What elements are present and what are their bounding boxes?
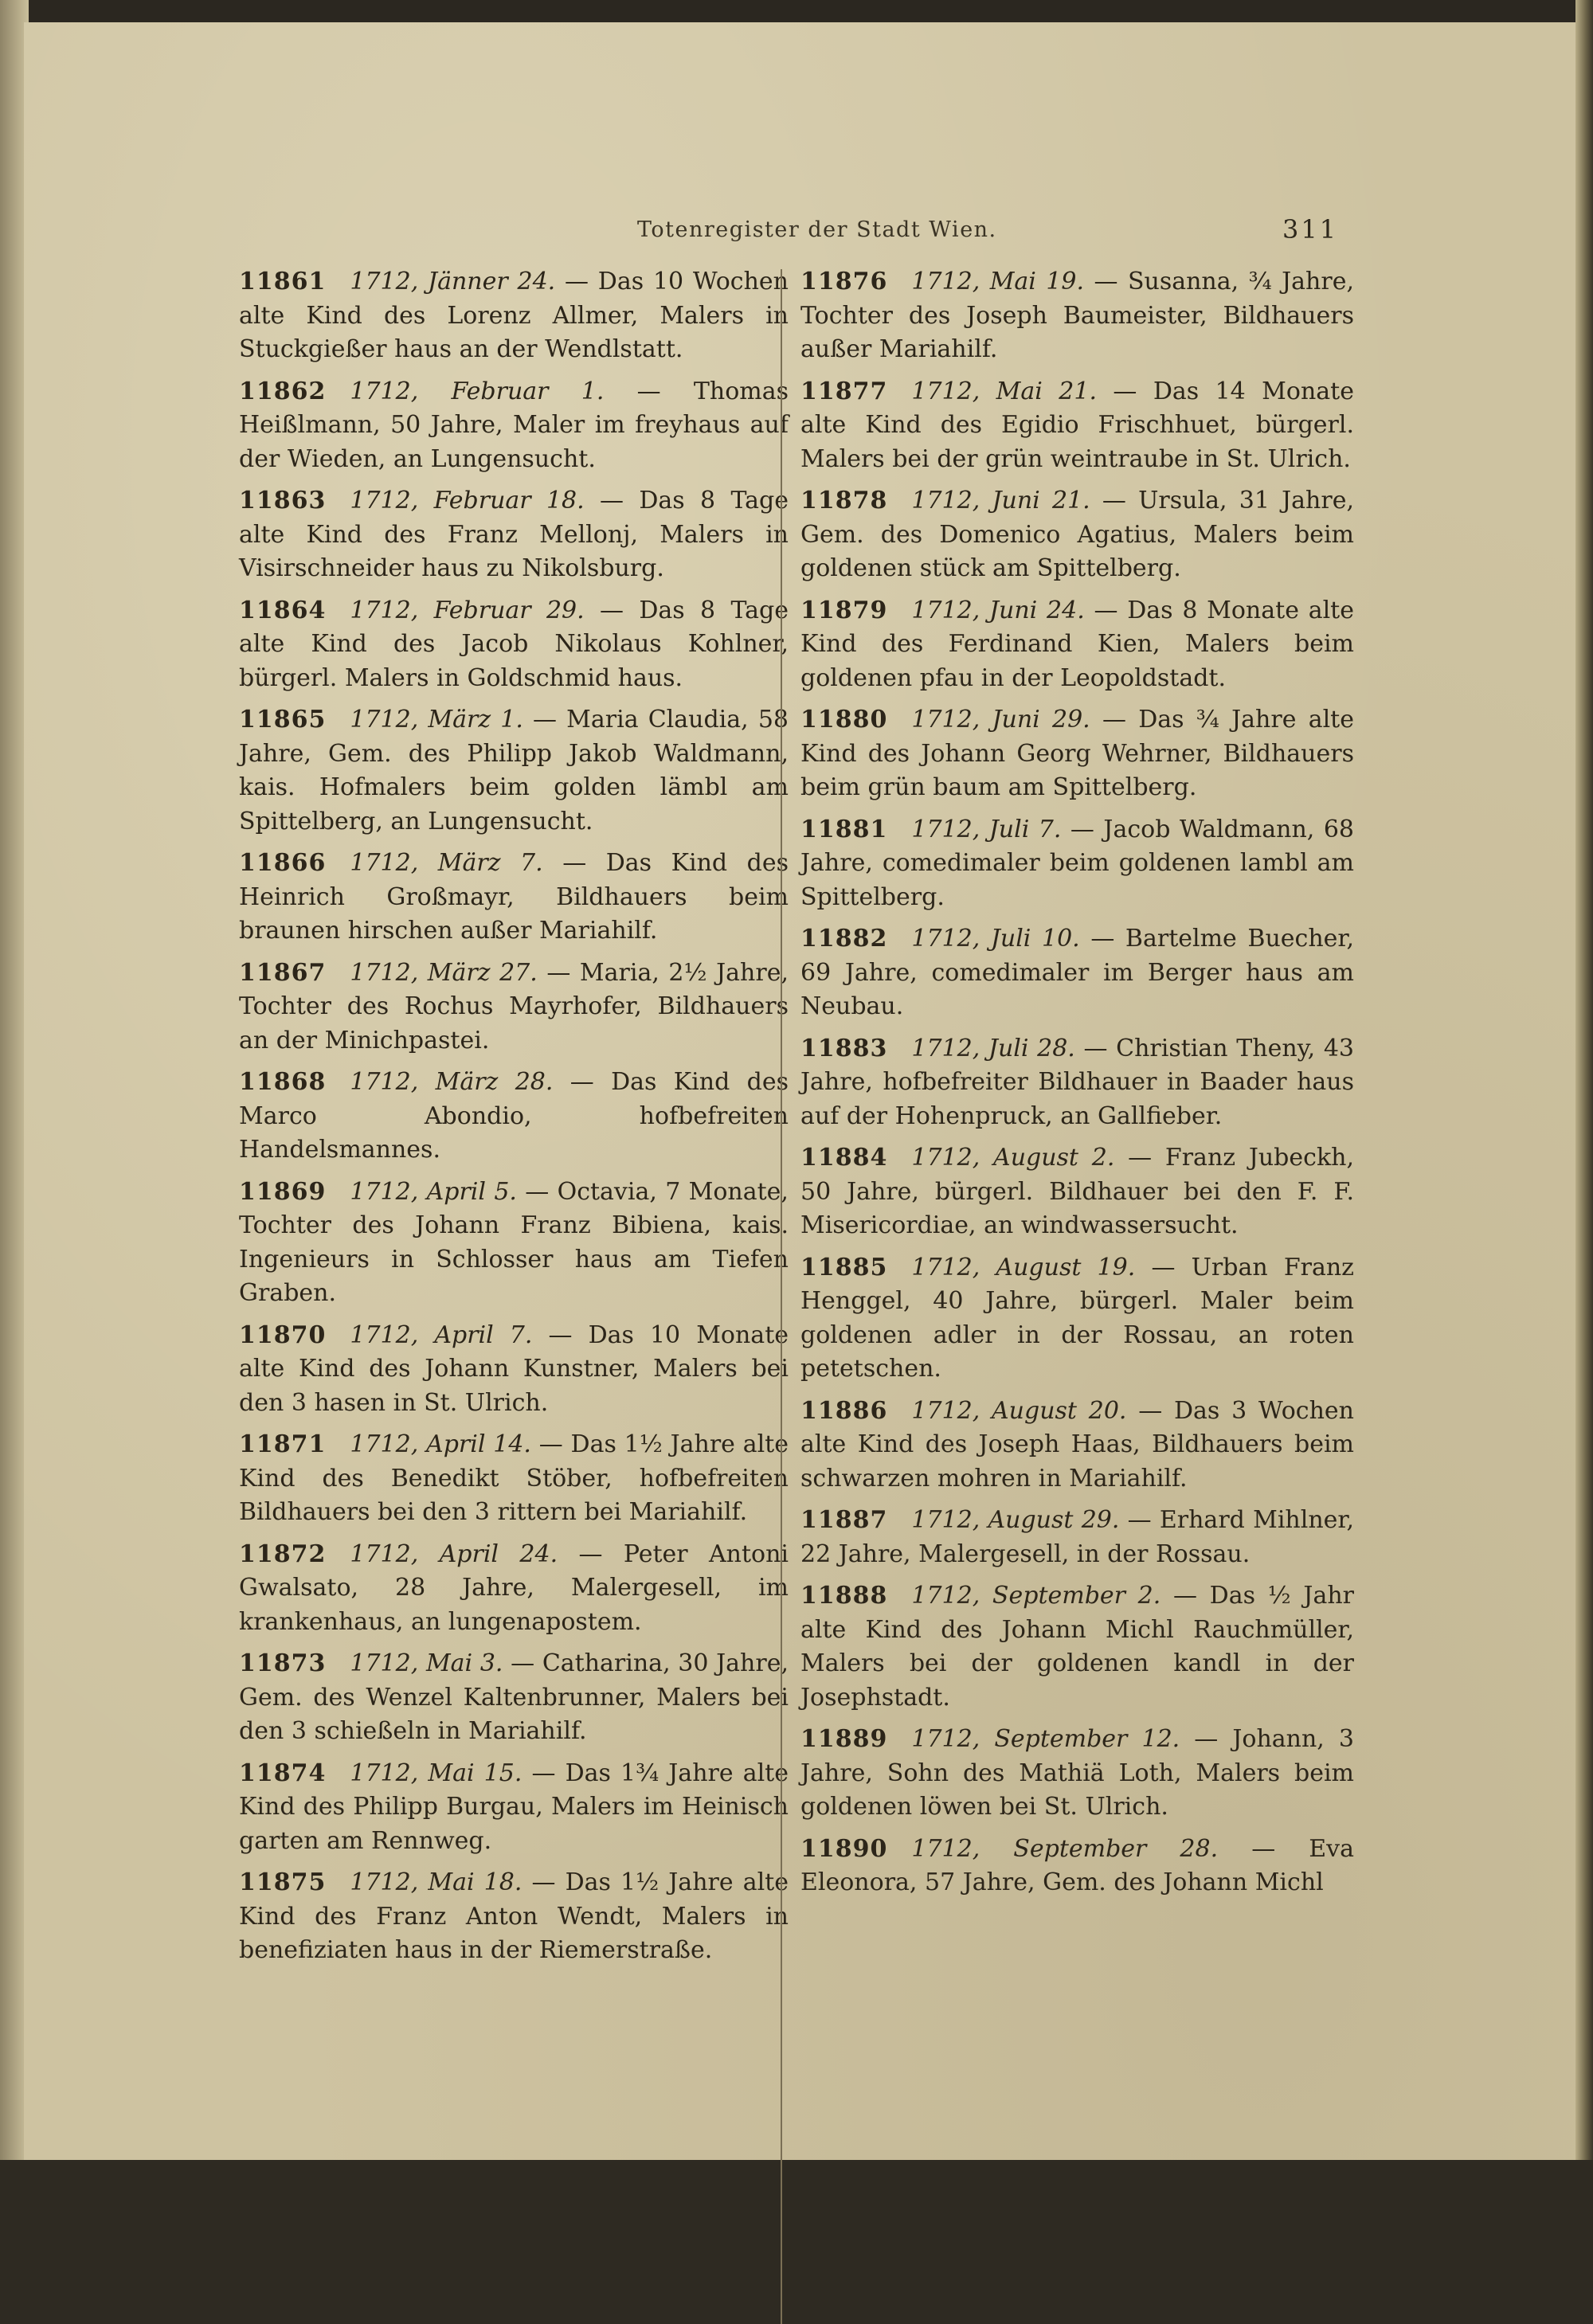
register-entry bbox=[800, 1833, 1354, 1900]
entry-date: 1712, Mai 18. bbox=[350, 1868, 523, 1896]
entry-date: 1712, Juli 10. bbox=[911, 925, 1080, 953]
entry-date: 1712, Juni 29. bbox=[911, 706, 1090, 734]
register-entry bbox=[800, 265, 1354, 367]
entry-number: 11883 bbox=[800, 1034, 888, 1062]
register-entry bbox=[800, 594, 1354, 696]
entry-number: 11862 bbox=[239, 377, 327, 405]
register-entry bbox=[800, 1141, 1354, 1243]
entry-date: 1712, April 7. bbox=[350, 1320, 533, 1349]
entry-text: — Das Kind des Heinrich Großmayr, Bildhauers beim braunen hirschen außer Mariahilf. bbox=[239, 849, 789, 945]
register-entry bbox=[800, 1579, 1354, 1715]
entry-date: 1712, Februar 29. bbox=[350, 596, 585, 624]
register-entry bbox=[239, 1319, 789, 1421]
entry-date: 1712, März 27. bbox=[350, 958, 538, 987]
entry-text: — Das 1½ Jahre alte Kind des Benedikt Stöber, hofbefreiten Bildhauers bei den 3 rittern bei Mariahilf. bbox=[239, 1430, 789, 1526]
register-entry bbox=[239, 1176, 789, 1311]
entry-number: 11872 bbox=[239, 1540, 327, 1568]
entry-text: — Johann, 3 Jahre, Sohn des Mathiä Loth, Malers beim goldenen löwen bei St. Ulrich. bbox=[800, 1725, 1354, 1821]
entry-number: 11885 bbox=[800, 1253, 888, 1281]
entry-number: 11884 bbox=[800, 1144, 888, 1172]
register-entry bbox=[239, 1647, 789, 1749]
entry-date: 1712, Mai 15. bbox=[350, 1759, 523, 1787]
register-entry bbox=[239, 375, 789, 477]
register-entry bbox=[800, 484, 1354, 586]
entry-number: 11871 bbox=[239, 1430, 327, 1458]
entry-text: — Ursula, 31 Jahre, Gem. des Domenico Agatius, Malers beim goldenen stück am Spittelberg. bbox=[800, 487, 1354, 582]
entry-number: 11861 bbox=[239, 268, 327, 295]
register-entry bbox=[800, 1032, 1354, 1134]
entry-number: 11886 bbox=[800, 1396, 888, 1425]
register-entry bbox=[239, 1866, 789, 1968]
entry-number: 11863 bbox=[239, 487, 327, 514]
entry-date: 1712, August 20. bbox=[911, 1396, 1127, 1425]
entry-text: — Urban Franz Henggel, 40 Jahre, bürgerl. Maler beim goldenen adler in der Rossau, an roten petetschen. bbox=[800, 1253, 1354, 1383]
document-page bbox=[24, 22, 1575, 2160]
right-column bbox=[800, 265, 1354, 1908]
entry-date: 1712, April 14. bbox=[350, 1430, 531, 1458]
entry-number: 11882 bbox=[800, 925, 888, 953]
entry-number: 11865 bbox=[239, 706, 327, 734]
register-entry bbox=[800, 1251, 1354, 1387]
entry-text: — Erhard Mihlner, 22 Jahre, Malergesell, in der Rossau. bbox=[800, 1506, 1354, 1568]
entry-number: 11866 bbox=[239, 849, 327, 877]
entry-date: 1712, April 24. bbox=[350, 1540, 558, 1568]
entry-number: 11870 bbox=[239, 1320, 327, 1349]
entry-text: — Thomas Heißlmann, 50 Jahre, Maler im freyhaus auf der Wieden, an Lungensucht. bbox=[239, 377, 789, 473]
entry-date: 1712, März 7. bbox=[350, 849, 543, 877]
register-entry bbox=[800, 813, 1354, 915]
entry-date: 1712, August 19. bbox=[911, 1253, 1136, 1281]
entry-number: 11874 bbox=[239, 1759, 327, 1787]
entry-text: — Jacob Waldmann, 68 Jahre, comedimaler beim goldenen lambl am Spittelberg. bbox=[800, 815, 1354, 911]
entry-date: 1712, September 28. bbox=[911, 1834, 1219, 1863]
entry-text: — Susanna, ¾ Jahre, Tochter des Joseph Baumeister, Bildhauers außer Mariahilf. bbox=[800, 268, 1354, 363]
entry-text: — Das 10 Wochen alte Kind des Lorenz Allmer, Malers in Stuckgießer haus an der Wendlstatt. bbox=[239, 268, 789, 363]
register-entry bbox=[800, 1723, 1354, 1825]
entry-number: 11879 bbox=[800, 596, 888, 624]
entry-text: — Christian Theny, 43 Jahre, hofbefreiter Bildhauer in Baader haus auf der Hohenpruck, an Gallfieber. bbox=[800, 1034, 1354, 1130]
entry-text: — Das 14 Monate alte Kind des Egidio Frischhuet, bürgerl. Malers bei der grün weintraube in St. Ulrich. bbox=[800, 377, 1354, 473]
entry-number: 11890 bbox=[800, 1834, 888, 1863]
entry-number: 11877 bbox=[800, 377, 888, 405]
register-entry bbox=[239, 1428, 789, 1530]
entry-text: — Das ¾ Jahre alte Kind des Johann Georg Wehrner, Bildhauers beim grün baum am Spittelberg. bbox=[800, 706, 1354, 801]
entry-date: 1712, März 28. bbox=[350, 1068, 554, 1096]
entry-number: 11888 bbox=[800, 1582, 888, 1610]
register-entry bbox=[800, 922, 1354, 1024]
entry-date: 1712, Juni 21. bbox=[911, 487, 1090, 514]
entry-date: 1712, Juli 7. bbox=[911, 815, 1062, 843]
register-entry bbox=[239, 594, 789, 696]
entry-date: 1712, Juli 28. bbox=[911, 1034, 1075, 1062]
page-edge bbox=[1575, 0, 1593, 2160]
entry-date: 1712, Jänner 24. bbox=[350, 268, 556, 295]
entry-text: — Maria Claudia, 58 Jahre, Gem. des Philipp Jakob Waldmann, kais. Hofmalers beim golden lämbl am Spittelberg, an Lungensucht. bbox=[239, 706, 789, 835]
entry-text: — Eva Eleonora, 57 Jahre, Gem. des Johann Michl bbox=[800, 1834, 1354, 1896]
entry-date: 1712, Juni 24. bbox=[911, 596, 1085, 624]
entry-date: 1712, Mai 3. bbox=[350, 1649, 503, 1677]
entry-date: 1712, Mai 19. bbox=[911, 268, 1085, 295]
entry-date: 1712, Februar 18. bbox=[350, 487, 585, 514]
entry-date: 1712, August 29. bbox=[911, 1506, 1120, 1534]
register-entry bbox=[239, 484, 789, 586]
entry-number: 11873 bbox=[239, 1649, 327, 1677]
register-entry bbox=[239, 957, 789, 1058]
entry-text: — Octavia, 7 Monate, Tochter des Johann Franz Bibiena, kais. Ingenieurs in Schlosser haus am Tiefen Graben. bbox=[239, 1177, 789, 1307]
entry-date: 1712, August 2. bbox=[911, 1144, 1115, 1172]
register-entry bbox=[239, 265, 789, 367]
register-entry bbox=[239, 1757, 789, 1859]
page-header bbox=[24, 194, 1575, 245]
entry-number: 11867 bbox=[239, 958, 327, 987]
entry-text: — Catharina, 30 Jahre, Gem. des Wenzel Kaltenbrunner, Malers bei den 3 schießeln in Mariahilf. bbox=[239, 1649, 789, 1745]
entry-text: — Franz Jubeckh, 50 Jahre, bürgerl. Bildhauer bei den F. F. Misericordiae, an windwassersucht. bbox=[800, 1144, 1354, 1239]
column-divider bbox=[781, 269, 782, 2324]
entry-number: 11881 bbox=[800, 815, 888, 843]
left-column bbox=[239, 265, 789, 1976]
register-entry bbox=[800, 1504, 1354, 1571]
entry-text: — Das 10 Monate alte Kind des Johann Kunstner, Malers bei den 3 hasen in St. Ulrich. bbox=[239, 1320, 789, 1417]
entry-text: — Peter Antoni Gwalsato, 28 Jahre, Malergesell, im krankenhaus, an lungenapostem. bbox=[239, 1540, 789, 1636]
entry-date: 1712, Februar 1. bbox=[350, 377, 605, 405]
entry-text: — Das 8 Tage alte Kind des Jacob Nikolaus Kohlner, bürgerl. Malers in Goldschmid haus. bbox=[239, 596, 789, 692]
entry-date: 1712, April 5. bbox=[350, 1177, 517, 1206]
entry-text: — Das 1½ Jahre alte Kind des Franz Anton Wendt, Malers in benefiziaten haus in der Riemerstraße. bbox=[239, 1868, 789, 1964]
entry-text: — Das ½ Jahr alte Kind des Johann Michl Rauchmüller, Malers bei der goldenen kandl in der Josephstadt. bbox=[800, 1582, 1354, 1712]
entry-number: 11887 bbox=[800, 1506, 888, 1534]
entry-number: 11876 bbox=[800, 268, 888, 295]
running-title: Totenregister der Stadt Wien. bbox=[637, 217, 997, 242]
entry-number: 11878 bbox=[800, 487, 888, 514]
entry-date: 1712, März 1. bbox=[350, 706, 523, 734]
entry-text: — Das 3 Wochen alte Kind des Joseph Haas, Bildhauers beim schwarzen mohren in Mariahilf. bbox=[800, 1396, 1354, 1493]
entry-text: — Das Kind des Marco Abondio, hofbefreiten Handelsmannes. bbox=[239, 1068, 789, 1164]
entry-date: 1712, Mai 21. bbox=[911, 377, 1097, 405]
register-entry bbox=[239, 1538, 789, 1640]
entry-number: 11880 bbox=[800, 706, 888, 734]
entry-text: — Bartelme Buecher, 69 Jahre, comedimaler im Berger haus am Neubau. bbox=[800, 925, 1354, 1020]
entry-date: 1712, September 2. bbox=[911, 1582, 1161, 1610]
entry-number: 11889 bbox=[800, 1725, 888, 1753]
entry-number: 11864 bbox=[239, 596, 327, 624]
register-entry bbox=[239, 1066, 789, 1168]
entry-text: — Das 8 Monate alte Kind des Ferdinand Kien, Malers beim goldenen pfau in der Leopoldstadt. bbox=[800, 596, 1354, 692]
register-entry bbox=[800, 375, 1354, 477]
register-entry bbox=[239, 703, 789, 839]
entry-text: — Das 8 Tage alte Kind des Franz Mellonj, Malers in Visirschneider haus zu Nikolsburg. bbox=[239, 487, 789, 582]
entry-date: 1712, September 12. bbox=[911, 1725, 1180, 1753]
entry-number: 11869 bbox=[239, 1177, 327, 1206]
entry-number: 11875 bbox=[239, 1868, 327, 1896]
register-entry bbox=[800, 703, 1354, 805]
entry-text: — Das 1¾ Jahre alte Kind des Philipp Burgau, Malers im Heinisch garten am Rennweg. bbox=[239, 1759, 789, 1855]
entry-text: — Maria, 2½ Jahre, Tochter des Rochus Mayrhofer, Bildhauers an der Minichpastei. bbox=[239, 958, 789, 1054]
register-entry bbox=[800, 1395, 1354, 1497]
page-number: 311 bbox=[1282, 214, 1339, 245]
entry-number: 11868 bbox=[239, 1068, 327, 1096]
register-entry bbox=[239, 847, 789, 949]
